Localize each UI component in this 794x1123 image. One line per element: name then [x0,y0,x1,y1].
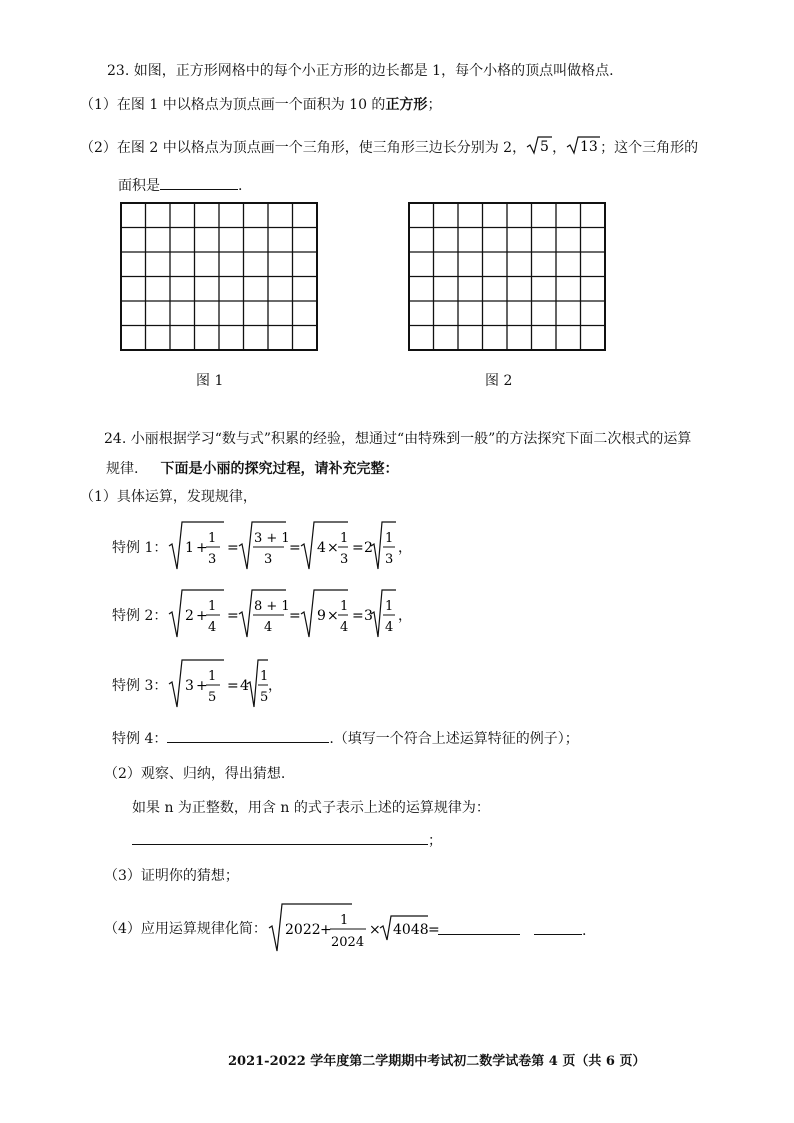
part4-period: . [582,923,587,939]
page-footer: 2021-2022 学年度第二学期期中考试初二数学试卷第 4 页（共 6 页） [228,1054,646,1069]
ex3-end: ， [268,678,282,694]
ex3-d4: 5 [260,690,269,705]
fig1-caption: 图 1 [196,373,224,389]
sqrt13-radicand: 13 [580,139,598,155]
sqrt5-symbol [526,136,552,156]
part4-answer-blank-1[interactable] [438,922,520,935]
area-period: . [238,178,243,194]
part4-answer-row [438,922,586,938]
plus-sign: + [196,540,208,556]
grid-figure-1[interactable] [120,202,318,352]
fig2-caption: 图 2 [485,373,513,389]
times-sign: × [369,922,381,938]
q24-stem-line1: 24. 小丽根据学习“数与式”积累的经验，想通过“由特殊到一般”的方法探究下面二次根式的运算 [104,431,692,447]
ex2-d1: 4 [208,620,217,635]
ex2-d3: 4 [340,620,349,635]
q23-part1-bold: 正方形 [385,97,428,113]
equals-sign: = [227,540,239,556]
ex4-answer-blank[interactable] [167,730,329,743]
ex1-k: 2 [364,540,373,556]
equals-sign: = [227,608,239,624]
plus-sign: + [196,608,208,624]
equals-sign: = [289,540,301,556]
times-sign: × [327,540,339,556]
p4-b: 4048 [393,922,429,938]
ex2-end: ， [398,608,412,624]
ex3-k: 4 [240,678,249,694]
ex1-end: ， [398,540,412,556]
ex1-a: 1 [185,540,194,556]
equals-sign: = [352,540,364,556]
q24-part2-line: 如果 n 为正整数，用含 n 的式子表示上述的运算规律为： [132,800,490,816]
ex3-n1: 1 [208,669,217,684]
q24-stem-line2b: 下面是小丽的探究过程，请补充完整： [160,461,399,477]
part4-answer-blank-2[interactable] [534,922,582,935]
ex3-label: 特例 3： [112,678,168,694]
ex2-c: 9 [317,608,326,624]
ex2-d2: 4 [264,620,273,635]
ex2-label: 特例 2： [112,608,168,624]
equals-sign: = [428,922,440,938]
ex2-n4: 1 [385,599,394,614]
ex1-expression [168,518,398,574]
ex2-a: 2 [185,608,194,624]
ex1-n4: 1 [385,531,394,546]
ex2-d4: 4 [385,620,394,635]
ex1-n1: 1 [208,531,217,546]
ex3-n4: 1 [260,669,269,684]
conjecture-row [132,832,442,848]
q23-part1-suffix: ； [427,97,442,113]
conjecture-semicolon: ； [428,833,442,849]
ex1-d2: 3 [264,552,273,567]
ex1-d1: 3 [208,552,217,567]
sqrt5-radicand: 5 [540,139,549,155]
area-label: 面积是 [118,178,160,194]
ex4-label: 特例 4： [112,731,168,747]
sqrt13-symbol [566,136,600,156]
p4-a: 2022 [285,922,321,938]
ex2-k: 3 [364,608,373,624]
ex1-n3: 1 [340,531,349,546]
plus-sign: + [196,678,208,694]
part4-expression [268,900,438,956]
equals-sign: = [227,678,239,694]
ex3-a: 3 [185,678,194,694]
ex4-row [112,730,579,746]
q23-part1 [80,98,441,112]
ex1-d3: 3 [340,552,349,567]
plus-sign: + [320,922,332,938]
q23-stem: 23. 如图，正方形网格中的每个小正方形的边长都是 1，每个小格的顶点叫做格点. [107,63,614,79]
ex2-n2: 8 + 1 [254,599,290,614]
area-answer-blank[interactable] [160,177,238,190]
q24-stem-line2 [106,462,398,476]
q24-part2: （2）观察、归纳，得出猜想. [104,766,286,782]
ex1-n2: 3 + 1 [254,531,290,546]
equals-sign: = [289,608,301,624]
ex2-n1: 1 [208,599,217,614]
ex2-n3: 1 [340,599,349,614]
q24-stem-line2a: 规律. [106,461,139,477]
ex2-expression [168,586,398,642]
ex1-label: 特例 1： [112,540,168,556]
q24-part1: （1）具体运算，发现规律， [80,489,257,505]
ex1-d4: 3 [385,552,394,567]
equals-sign: = [352,608,364,624]
q23-area [118,177,242,193]
q24-part4-label: （4）应用运算规律化简： [104,921,267,937]
ex3-d1: 5 [208,690,217,705]
conjecture-answer-blank[interactable] [132,832,428,845]
p4-d: 2024 [331,935,365,950]
q23-part2: （2）在图 2 中以格点为顶点画一个三角形，使三角形三边长分别为 2， 5 ， 13 ；这个三角形的 [80,136,698,156]
ex4-suffix: .（填写一个符合上述运算特征的例子）； [329,731,579,747]
q23-part2-tail: ；这个三角形的 [600,140,699,156]
q24-part3: （3）证明你的猜想； [104,868,239,884]
q23-part2-text: （2）在图 2 中以格点为顶点画一个三角形，使三角形三边长分别为 2， [80,140,527,156]
ex1-c: 4 [317,540,326,556]
ex3-expression [168,656,268,712]
p4-n: 1 [340,913,349,928]
grid-figure-2[interactable] [408,202,606,352]
times-sign: × [327,608,339,624]
q23-part1-prefix: （1）在图 1 中以格点为顶点画一个面积为 10 的 [80,97,386,113]
